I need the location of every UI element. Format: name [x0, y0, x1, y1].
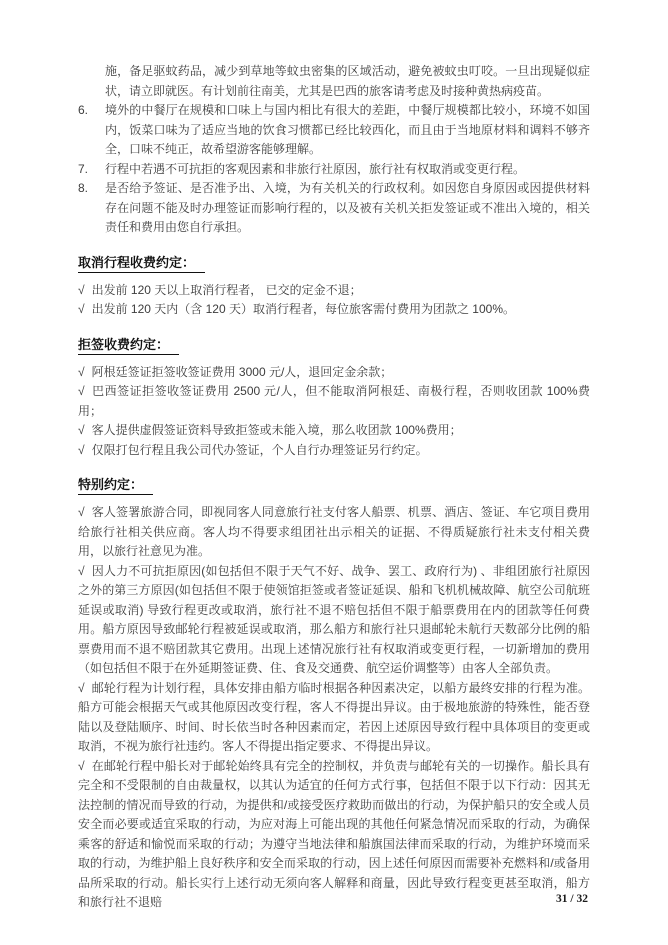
bullet-text: 客人提供虚假签证资料导致拒签或未能入境，那么收团款 100%费用；	[91, 423, 462, 437]
bullet-text: 阿根廷签证拒签收签证费用 3000 元/人，退回定金余款；	[91, 364, 393, 379]
numbered-item-7	[78, 160, 590, 180]
bullet-item	[78, 300, 590, 320]
bullet-text: 巴西签证拒签收签证费用 2500 元/人，但不能取消阿根廷、南极行程，否则收团款 100%费用；	[78, 384, 590, 418]
section-heading-text: 特别约定：	[78, 476, 153, 495]
section-visa-refusal-fees	[78, 332, 590, 461]
bullet-item	[78, 281, 590, 301]
checkmark: √	[78, 505, 85, 519]
bullet-text: 因人力不可抗拒原因(如包括但不限于天气不好、战争、罢工、政府行为) 、非组团旅行社原因之外的第三方原因(如包括但不限于使领馆拒签或者签证延误、船和飞机机械故障、航空公司航班延误或取消) 导致行程更改或取消，旅行社不退不赔包括但不限于船票费用在内的团款等任何费用。船方原因导致邮轮行程被延误或取消，那么船方和旅行社只退邮轮未航行天数部分比例的船票费用而不退不赔团款其它费用。出现上述情况旅行社有权取消或变更行程，一切新增加的费用（如包括但不限于在外延期签证费、住、食及交通费、航空运价调整等）由客人全部负责。	[78, 563, 590, 675]
bullet-item	[78, 757, 590, 913]
bullet-text: 客人签署旅游合同，即视同客人同意旅行社支付客人船票、机票、酒店、签证、车它项目费用给旅行社相关供应商。客人均不得要求组团社出示相关的证据、不得质疑旅行社未支付相关费用，以旅行社意见为准。	[78, 505, 590, 558]
section-heading-text: 拒签收费约定：	[78, 336, 179, 355]
item-number: 7.	[78, 161, 89, 176]
item-text: 境外的中餐厅在规模和口味上与国内相比有很大的差距，中餐厅规模都比较小，环境不如国内，饭菜口味为了适应当地的饮食习惯都已经比较西化，而且由于当地原材料和调料不够齐全，口味不纯正，故希望游客能够理解。	[105, 103, 590, 156]
section-heading-text: 取消行程收费约定：	[78, 254, 205, 273]
item-text: 行程中若遇不可抗拒的客观因素和非旅行社原因，旅行社有权取消或变更行程。	[105, 161, 526, 176]
item-number: 8.	[78, 181, 89, 195]
bullet-item	[78, 382, 590, 421]
bullet-item	[78, 562, 590, 679]
checkmark: √	[78, 563, 85, 578]
bullet-text: 邮轮行程为计划行程，具体安排由船方临时根据各种因素决定，以船方最终安排的行程为准。船方可能会根据天气或其他原因改变行程，客人不得提出异议。由于极地旅游的特殊性，能否登陆以及登陆顺序、时间、时长依当时各种因素而定，若因上述原因导致行程中具体项目的变更或取消，不视为旅行社违约。客人不得提出指定要求、不得提出异议。	[78, 680, 590, 753]
checkmark: √	[78, 384, 85, 398]
numbered-item-6	[78, 101, 590, 160]
checkmark: √	[78, 758, 85, 773]
numbered-item-8	[78, 179, 590, 238]
checkmark: √	[78, 442, 85, 457]
checkmark: √	[78, 282, 85, 297]
checkmark: √	[78, 364, 85, 379]
section-special-terms	[78, 472, 590, 913]
section-heading-visa-refusal	[78, 332, 590, 355]
bullet-item	[78, 441, 590, 461]
bullet-text: 出发前 120 天内（含 120 天）取消行程者，每位旅客需付费用为团款之 100%。	[91, 302, 516, 316]
page-number: 31 / 32	[556, 893, 588, 905]
bullet-text: 仅限打包行程且我公司代办签证，个人自行办理签证另行约定。	[91, 442, 428, 457]
checkmark: √	[78, 302, 85, 316]
item-number: 6.	[78, 103, 89, 117]
bullet-item	[78, 363, 590, 383]
section-heading-special-terms	[78, 472, 590, 495]
section-heading-cancellation	[78, 250, 590, 273]
bullet-text: 在邮轮行程中船长对于邮轮始终具有完全的控制权，并负责与邮轮有关的一切操作。船长具有完全和不受限制的自由裁量权，以其认为适宜的任何方式行事，包括但不限于以下行动：因其无法控制的情况而导致的行动，为提供和/或接受医疗救助而做出的行动，为保护船只的安全或人员安全而必要或适宜采取的行动，为应对海上可能出现的其他任何紧急情况而采取的行动，为确保乘客的舒适和愉悦而采取的行动；为遵守当地法律和船旗国法律而采取的行动，为维护环境而采取的行动，为维护船上良好秩序和安全而采取的行动，因上述任何原因而需要补充燃料和/或备用品所采取的行动。船长实行上述行动无须向客人解释和商量，因此导致行程变更甚至取消，船方和旅行社不退赔	[78, 758, 590, 909]
continued-paragraph: 施，备足驱蚊药品，减少到草地等蚊虫密集的区域活动，避免被蚊虫叮咬。一旦出现疑似症状，请立即就医。有计划前往南美，尤其是巴西的旅客请考虑及时接种黄热病疫苗。	[105, 64, 590, 98]
bullet-item	[78, 679, 590, 757]
bullet-item	[78, 421, 590, 441]
bullet-text: 出发前 120 天以上取消行程者， 已交的定金不退；	[91, 282, 362, 297]
checkmark: √	[78, 680, 85, 695]
item-text: 是否给予签证、是否准予出、入境，为有关机关的行政权利。如因您自身原因或因提供材料存在问题不能及时办理签证而影响行程的，以及被有关机关拒发签证或不准出入境的，相关责任和费用由您自行承担。	[105, 181, 590, 234]
checkmark: √	[78, 423, 85, 437]
bullet-item	[78, 503, 590, 562]
section-cancellation-fees	[78, 250, 590, 320]
